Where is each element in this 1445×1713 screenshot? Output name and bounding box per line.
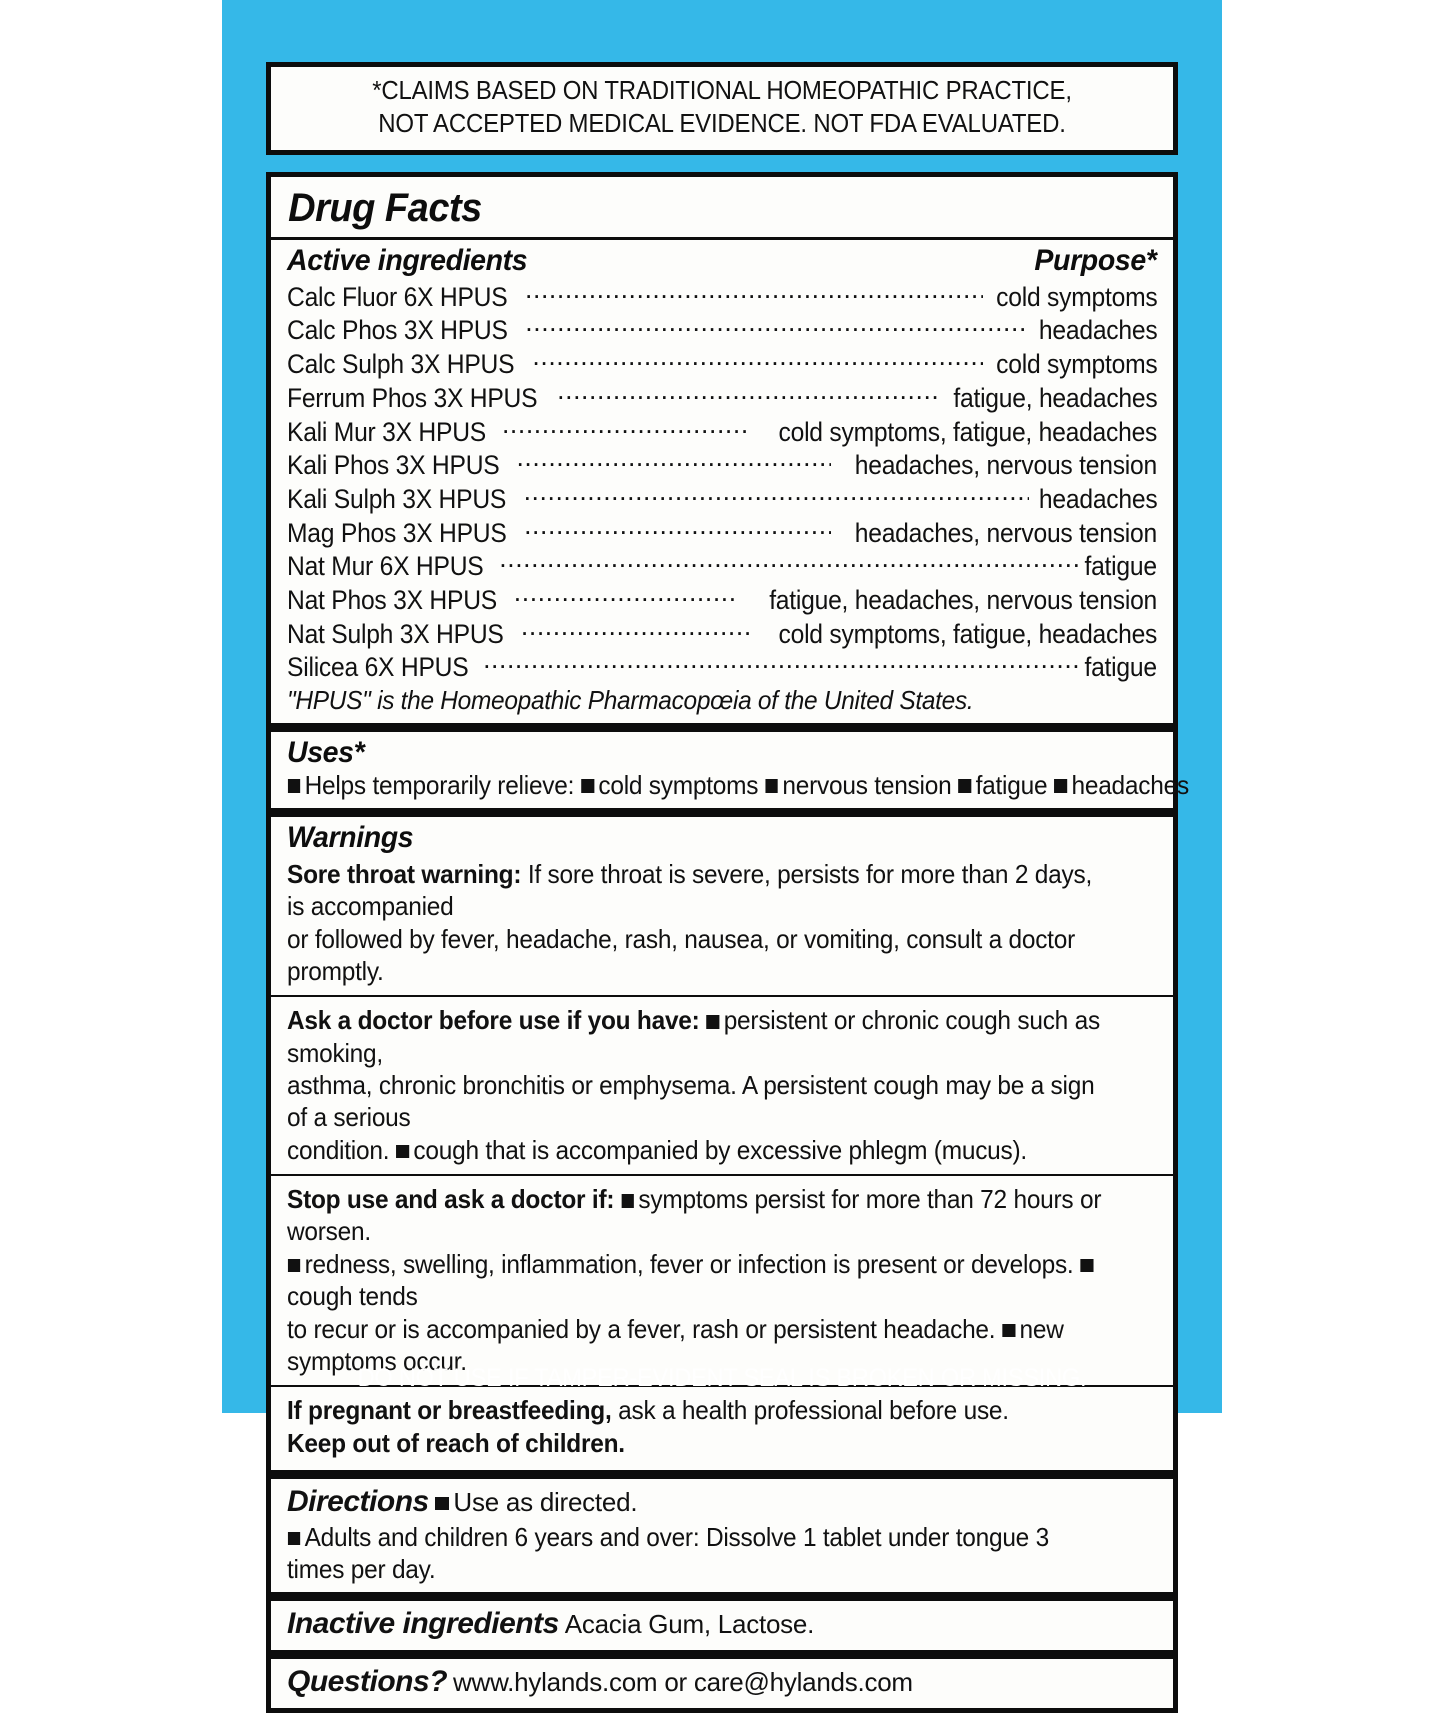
active-ingredient-name: Calc Fluor 6X HPUS [287,281,508,312]
directions-item-1: Use as directed. [453,1486,638,1517]
bullet-square-icon [581,779,594,793]
sore-throat-line-1: If sore throat is severe, persists for more than 2 days, is accompanied [287,858,1093,922]
tamper-evident-notice: DO NOT USE IF TAMPER-EVIDENT SEAL IS BROKEN OR MISSING. [357,1364,1087,1392]
leader-dots [483,650,1078,677]
active-ingredient-purpose: cold symptoms [995,281,1157,312]
directions-line-1 [287,1483,1157,1521]
active-ingredient-row [287,582,1157,616]
sore-throat-label: Sore throat warning: [287,858,522,889]
uses-heading: Uses* [287,735,365,769]
active-ingredient-purpose: headaches [1038,315,1157,346]
active-ingredient-name: Ferrum Phos 3X HPUS [287,382,538,413]
bullet-square-icon [435,1497,449,1511]
stop-use-item-4: new symptoms occur. [287,1313,1064,1376]
leader-dots [514,582,739,609]
directions-section [271,1470,1173,1593]
questions-line [287,1663,1157,1701]
warning-ask-doctor [287,1001,1157,1170]
active-ingredient-row [287,481,1157,515]
uses-item: headaches [1071,769,1189,800]
leader-dots [524,481,1029,508]
hpus-footnote: "HPUS" is the Homeopathic Pharmacopœia of the United States. [287,684,974,715]
drug-facts-title: Drug Facts [288,186,482,231]
warning-divider [271,1174,1173,1176]
bullet-square-icon [1054,779,1067,793]
uses-lead: Helps temporarily relieve: [304,769,575,800]
active-ingredient-name: Nat Sulph 3X HPUS [287,618,504,649]
pregnancy-line [287,1394,1105,1426]
active-ingredient-name: Calc Sulph 3X HPUS [287,349,515,380]
uses-line [287,769,1189,801]
questions-contact[interactable]: www.hylands.com or care@hylands.com [453,1667,913,1698]
bullet-square-icon [1081,1259,1094,1273]
active-ingredient-row [287,650,1157,684]
sore-throat-line-2: or followed by fever, headache, rash, nausea, or vomiting, consult a doctor promptly. [287,923,1076,986]
inactive-ingredients-text: Acacia Gum, Lactose. [564,1609,815,1640]
uses-items [574,770,1189,800]
active-ingredient-name: Kali Sulph 3X HPUS [287,483,507,514]
leader-dots [557,380,936,407]
active-ingredient-name: Kali Mur 3X HPUS [287,416,486,447]
active-ingredient-purpose: fatigue [1084,652,1157,683]
sore-throat-text [287,858,1105,923]
warning-divider [271,995,1173,997]
active-ingredient-name: Calc Phos 3X HPUS [287,315,508,346]
active-ingredient-row [287,380,1157,414]
drug-facts-panel [222,0,1222,1699]
active-ingredient-row [287,313,1157,347]
active-ingredients-section [271,237,1173,722]
ask-doctor-item-1a: persistent or chronic cough such as smoking, [287,1005,1100,1068]
leader-dots [532,347,982,374]
bullet-square-icon [707,1015,720,1029]
active-ingredient-name: Nat Mur 6X HPUS [287,551,484,582]
leader-dots [502,414,749,441]
uses-item: fatigue [975,769,1048,800]
questions-heading: Questions? [287,1665,448,1699]
active-ingredient-row [287,616,1157,650]
directions-line-2 [287,1521,1105,1586]
pregnancy-label: If pregnant or breastfeeding, [287,1395,612,1426]
inactive-ingredients-section [271,1592,1173,1650]
ask-doctor-item-2: cough that is accompanied by excessive phlegm (mucus). [413,1134,1027,1165]
bullet-square-icon [396,1145,409,1159]
leader-dots [525,313,1028,340]
bullet-square-icon [287,1259,300,1273]
active-ingredient-purpose: cold symptoms, fatigue, headaches [778,416,1157,447]
active-ingredient-name: Nat Phos 3X HPUS [287,584,497,615]
active-ingredient-name: Kali Phos 3X HPUS [287,450,500,481]
ask-doctor-line-2: asthma, chronic bronchitis or emphysema. A persistent cough may be a sign of a serious [287,1070,1095,1133]
active-ingredient-purpose: cold symptoms [995,349,1157,380]
inactive-ingredients-line [287,1605,1157,1643]
warning-stop-use [287,1180,1157,1381]
leader-dots [499,549,1078,576]
stop-use-label: Stop use and ask a doctor if: [287,1184,615,1215]
bullet-square-icon [958,779,971,793]
stop-use-item-1: symptoms persist for more than 72 hours or worsen. [287,1184,1102,1247]
ask-doctor-label: Ask a doctor before use if you have: [287,1005,700,1036]
uses-item: nervous tension [782,769,952,800]
uses-item: cold symptoms [598,769,759,800]
active-ingredient-row [287,414,1157,448]
purpose-column-label: Purpose* [1034,244,1157,278]
directions-item-2: Adults and children 6 years and over: Dissolve 1 tablet under tongue 3 times per day. [287,1521,1049,1585]
active-ingredient-purpose: fatigue [1084,551,1157,582]
stop-use-line-2 [287,1248,1105,1313]
leader-dots [525,279,983,306]
bullet-square-icon [287,1532,300,1546]
inactive-ingredients-heading: Inactive ingredients [287,1607,559,1641]
active-ingredients-column-label: Active ingredients [287,244,528,278]
ask-doctor-line-1 [287,1004,1105,1069]
active-ingredient-name: Silicea 6X HPUS [287,652,469,683]
active-ingredient-purpose: headaches [1038,483,1157,514]
leader-dots [516,448,831,475]
bullet-square-icon [1002,1324,1015,1338]
pregnancy-text: ask a health professional before use. [618,1395,1009,1426]
active-ingredient-row [287,549,1157,583]
ask-doctor-line-3 [287,1134,1105,1166]
bullet-square-icon [765,779,778,793]
active-ingredients-header [287,244,1157,279]
stop-use-item-2: redness, swelling, inflammation, fever or infection is present or develops. [304,1248,1074,1279]
active-ingredient-row [287,279,1157,313]
active-ingredient-purpose: headaches, nervous tension [854,517,1157,548]
bullet-square-icon [287,779,300,793]
claims-line-2: NOT ACCEPTED MEDICAL EVIDENCE. NOT FDA EVALUATED. [378,109,1066,138]
questions-section [271,1650,1173,1708]
claims-line-1: *CLAIMS BASED ON TRADITIONAL HOMEOPATHIC PRACTICE, [372,77,1072,105]
stop-use-item-3b: to recur or is accompanied by a fever, rash or persistent headache. [287,1313,996,1344]
warnings-heading: Warnings [287,820,414,854]
active-ingredient-purpose: headaches, nervous tension [854,450,1157,481]
active-ingredient-name: Mag Phos 3X HPUS [287,517,507,548]
active-ingredient-row [287,448,1157,482]
active-ingredients-list [287,279,1157,683]
stop-use-item-3a: cough tends [287,1281,418,1312]
active-ingredient-row [287,515,1157,549]
active-ingredient-purpose: cold symptoms, fatigue, headaches [778,618,1157,649]
directions-heading: Directions [287,1484,429,1518]
bullet-square-icon [621,1194,634,1208]
warning-pregnancy-keepout [287,1391,1157,1463]
drug-facts-box [266,172,1189,1713]
warning-sore-throat [287,855,1157,991]
stop-use-line-1 [287,1183,1105,1248]
ask-doctor-item-1c: condition. [287,1134,390,1165]
active-ingredient-purpose: fatigue, headaches [952,382,1157,413]
keep-out-of-reach: Keep out of reach of children. [287,1427,625,1458]
claims-disclaimer-box [266,62,1178,155]
active-ingredient-row [287,347,1157,381]
leader-dots [524,515,831,542]
active-ingredient-purpose: fatigue, headaches, nervous tension [769,584,1157,615]
leader-dots [521,616,749,643]
uses-section [271,723,1189,808]
